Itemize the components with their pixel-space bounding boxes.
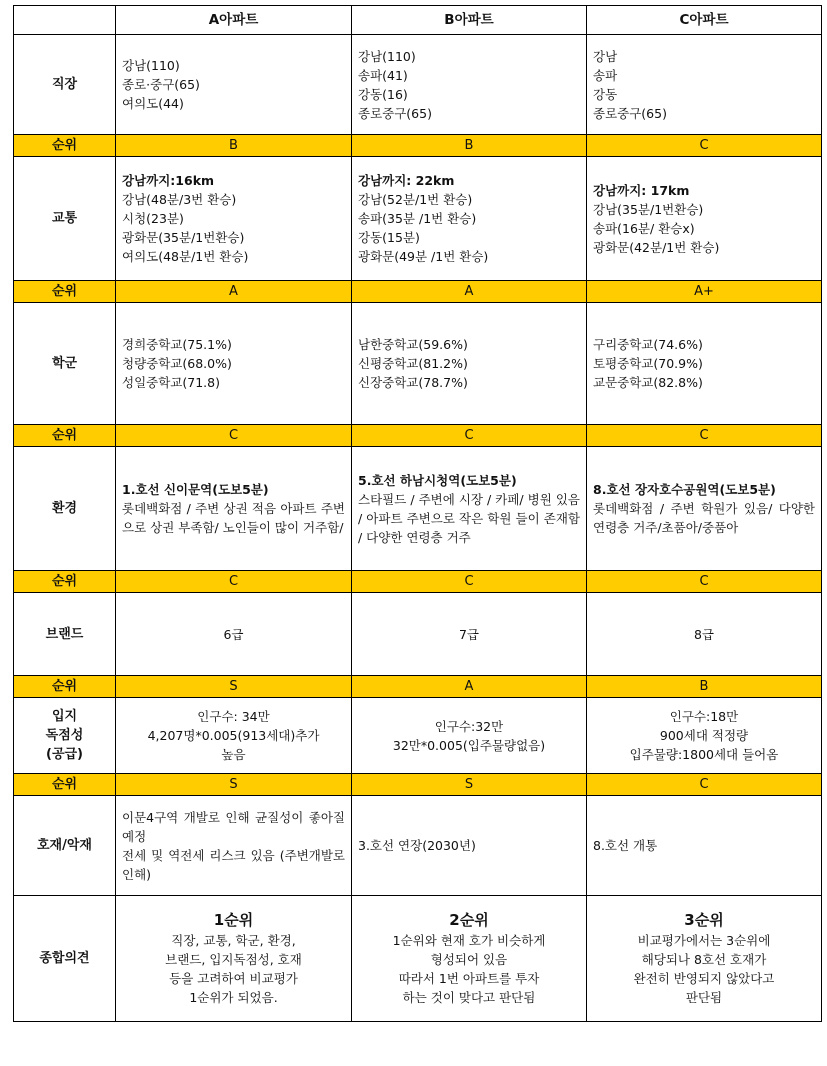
school-label: 학군	[14, 303, 116, 425]
supply-c-line: 인구수:18만	[669, 709, 739, 724]
summary-c-title: 3순위	[684, 911, 724, 929]
job-b-line: 강동(16)	[358, 86, 408, 102]
rank-label: 순위	[14, 425, 116, 447]
school-rank-b: C	[352, 425, 587, 447]
summary-c-line: 판단됨	[685, 990, 723, 1005]
summary-a-line: 직장, 교통, 학군, 환경,	[171, 933, 296, 948]
school-rank-c: C	[587, 425, 822, 447]
issue-c: 8.호선 개통	[587, 796, 822, 896]
supply-c-line: 입주물량:1800세대 들어옴	[629, 747, 779, 762]
brand-label: 브랜드	[14, 593, 116, 676]
transport-a-line: 시청(23분)	[122, 211, 184, 226]
summary-b-title: 2순위	[449, 911, 489, 929]
transport-b-line: 강남(52분/1번 환승)	[358, 192, 473, 207]
transport-b-line: 송파(35분 /1번 환승)	[358, 211, 477, 226]
job-a-line: 여의도(44)	[122, 96, 184, 111]
environment-b-title: 5.호선 하남시청역(도보5분)	[358, 472, 517, 488]
job-a	[116, 35, 352, 135]
summary-b	[352, 896, 587, 1022]
job-b-line: 종로중구(65)	[358, 105, 432, 121]
transport-a-title: 강남까지:16km	[122, 173, 215, 188]
transport-b-line: 광화문(49분 /1번 환승)	[358, 249, 489, 264]
school-a	[116, 303, 352, 425]
job-rank-c: C	[587, 135, 822, 157]
issue-a-line: 이문4구역 개발로 인해 균질성이 좋아질 예정	[122, 809, 345, 844]
brand-rank-b: A	[352, 676, 587, 698]
summary-a	[116, 896, 352, 1022]
summary-a-line: 1순위가 되었음.	[189, 990, 278, 1005]
rank-label: 순위	[14, 571, 116, 593]
environment-c-text: 롯데백화점 / 주변 학원가 있음/ 다양한 연령층 거주/초품아/중품아	[593, 501, 815, 535]
issue-row	[14, 796, 822, 896]
transport-c-line: 강남(35분/1번환승)	[593, 201, 704, 217]
transport-a-line: 여의도(48분/1번 환승)	[122, 249, 249, 264]
transport-a-line: 광화문(35분/1번환승)	[122, 230, 245, 245]
environment-b-text: 스타필드 / 주변에 시장 / 카페/ 병원 있음 / 아파트 주변으로 작은 학원 들이 존재함 / 다양한 연령층 거주	[358, 491, 580, 545]
supply-label-line: 독점성	[45, 728, 84, 743]
school-row	[14, 303, 822, 425]
brand-row	[14, 593, 822, 676]
supply-b-line: 32만*0.005(입주물량없음)	[392, 737, 546, 753]
summary-row	[14, 896, 822, 1022]
transport-rank-row	[14, 281, 822, 303]
environment-a-text: 롯데백화점 / 주변 상권 적음 아파트 주변으로 상권 부족함/ 노인들이 많이 거주함/	[122, 501, 345, 535]
school-c	[587, 303, 822, 425]
summary-a-title: 1순위	[213, 911, 254, 929]
rank-label: 순위	[14, 281, 116, 303]
header-b: B아파트	[352, 6, 587, 35]
school-c-line: 토평중학교(70.9%)	[593, 356, 703, 371]
transport-b-line: 강동(15분)	[358, 230, 420, 245]
job-c-line: 강동	[593, 86, 618, 102]
supply-label-line: 입지	[51, 709, 78, 724]
supply-a-line: 높음	[221, 747, 246, 762]
summary-b-line: 하는 것이 맞다고 판단됨	[402, 990, 536, 1005]
header-c: C아파트	[587, 6, 822, 35]
transport-row	[14, 157, 822, 281]
summary-a-line: 브랜드, 입지독점성, 호재	[165, 952, 302, 967]
school-b-line: 신평중학교(81.2%)	[358, 356, 468, 371]
environment-a-title: 1.호선 신이문역(도보5분)	[122, 482, 269, 497]
school-b-line: 남한중학교(59.6%)	[358, 337, 468, 352]
rank-label: 순위	[14, 135, 116, 157]
job-row	[14, 35, 822, 135]
job-rank-row	[14, 135, 822, 157]
transport-b-title: 강남까지: 22km	[358, 173, 455, 188]
job-b-line: 송파(41)	[358, 67, 408, 83]
supply-label	[14, 698, 116, 774]
brand-a: 6급	[116, 593, 352, 676]
environment-rank-c: C	[587, 571, 822, 593]
summary-c-line: 해당되나 8호선 호재가	[641, 952, 767, 967]
school-a-line: 경희중학교(75.1%)	[122, 337, 232, 352]
environment-rank-row	[14, 571, 822, 593]
issue-a	[116, 796, 352, 896]
environment-rank-a: C	[116, 571, 352, 593]
header-a: A아파트	[116, 6, 352, 35]
supply-a-line: 인구수: 34만	[197, 709, 270, 724]
summary-b-line: 따라서 1번 아파트를 투자	[398, 971, 540, 986]
school-rank-row	[14, 425, 822, 447]
job-c-line: 강남	[593, 48, 618, 64]
header-row	[14, 6, 822, 35]
job-label: 직장	[14, 35, 116, 135]
transport-c	[587, 157, 822, 281]
school-b	[352, 303, 587, 425]
comparison-table	[13, 5, 822, 1022]
school-rank-a: C	[116, 425, 352, 447]
supply-rank-a: S	[116, 774, 352, 796]
supply-b-line: 인구수:32만	[434, 718, 504, 734]
summary-a-line: 등을 고려하여 비교평가	[169, 971, 298, 986]
job-a-line: 종로·중구(65)	[122, 77, 200, 92]
transport-label: 교통	[14, 157, 116, 281]
environment-c-title: 8.호선 장자호수공원역(도보5분)	[593, 482, 776, 497]
environment-row	[14, 447, 822, 571]
supply-rank-c: C	[587, 774, 822, 796]
transport-a	[116, 157, 352, 281]
transport-c-line: 송파(16분/ 환승x)	[593, 220, 695, 236]
job-c	[587, 35, 822, 135]
environment-c	[587, 447, 822, 571]
job-b	[352, 35, 587, 135]
rank-label: 순위	[14, 774, 116, 796]
summary-c	[587, 896, 822, 1022]
summary-b-line: 형성되어 있음	[430, 952, 508, 967]
summary-c-line: 비교평가에서는 3순위에	[637, 933, 771, 948]
school-b-line: 신장중학교(78.7%)	[358, 375, 468, 390]
supply-rank-b: S	[352, 774, 587, 796]
header-corner	[14, 6, 116, 35]
supply-c-line: 900세대 적정량	[659, 728, 749, 743]
supply-label-line: (공급)	[46, 747, 83, 762]
supply-a	[116, 698, 352, 774]
supply-row	[14, 698, 822, 774]
school-c-line: 구리중학교(74.6%)	[593, 337, 703, 352]
job-a-line: 강남(110)	[122, 58, 180, 73]
environment-b	[352, 447, 587, 571]
environment-label: 환경	[14, 447, 116, 571]
job-rank-a: B	[116, 135, 352, 157]
rank-label: 순위	[14, 676, 116, 698]
brand-rank-row	[14, 676, 822, 698]
issue-label: 호재/악재	[14, 796, 116, 896]
job-c-line: 송파	[593, 67, 618, 83]
transport-a-line: 강남(48분/3번 환승)	[122, 192, 237, 207]
school-a-line: 성일중학교(71.8)	[122, 375, 220, 390]
environment-rank-b: C	[352, 571, 587, 593]
environment-a	[116, 447, 352, 571]
transport-rank-c: A+	[587, 281, 822, 303]
supply-b	[352, 698, 587, 774]
brand-b: 7급	[352, 593, 587, 676]
brand-rank-a: S	[116, 676, 352, 698]
supply-rank-row	[14, 774, 822, 796]
school-a-line: 청량중학교(68.0%)	[122, 356, 232, 371]
transport-c-line: 광화문(42분/1번 환승)	[593, 239, 720, 255]
summary-c-line: 완전히 반영되지 않았다고	[633, 971, 775, 986]
summary-label: 종합의견	[14, 896, 116, 1022]
supply-c	[587, 698, 822, 774]
issue-a-line: 전세 및 역전세 리스크 있음 (주변개발로 인해)	[122, 847, 345, 882]
summary-b-line: 1순위와 현재 호가 비슷하게	[392, 933, 546, 948]
school-c-line: 교문중학교(82.8%)	[593, 375, 703, 390]
supply-a-line: 4,207명*0.005(913세대)추가	[147, 728, 320, 743]
brand-rank-c: B	[587, 676, 822, 698]
transport-c-title: 강남까지: 17km	[593, 182, 690, 198]
transport-rank-a: A	[116, 281, 352, 303]
job-b-line: 강남(110)	[358, 48, 416, 64]
job-rank-b: B	[352, 135, 587, 157]
transport-rank-b: A	[352, 281, 587, 303]
transport-b	[352, 157, 587, 281]
job-c-line: 종로중구(65)	[593, 105, 667, 121]
issue-b: 3.호선 연장(2030년)	[352, 796, 587, 896]
brand-c: 8급	[587, 593, 822, 676]
